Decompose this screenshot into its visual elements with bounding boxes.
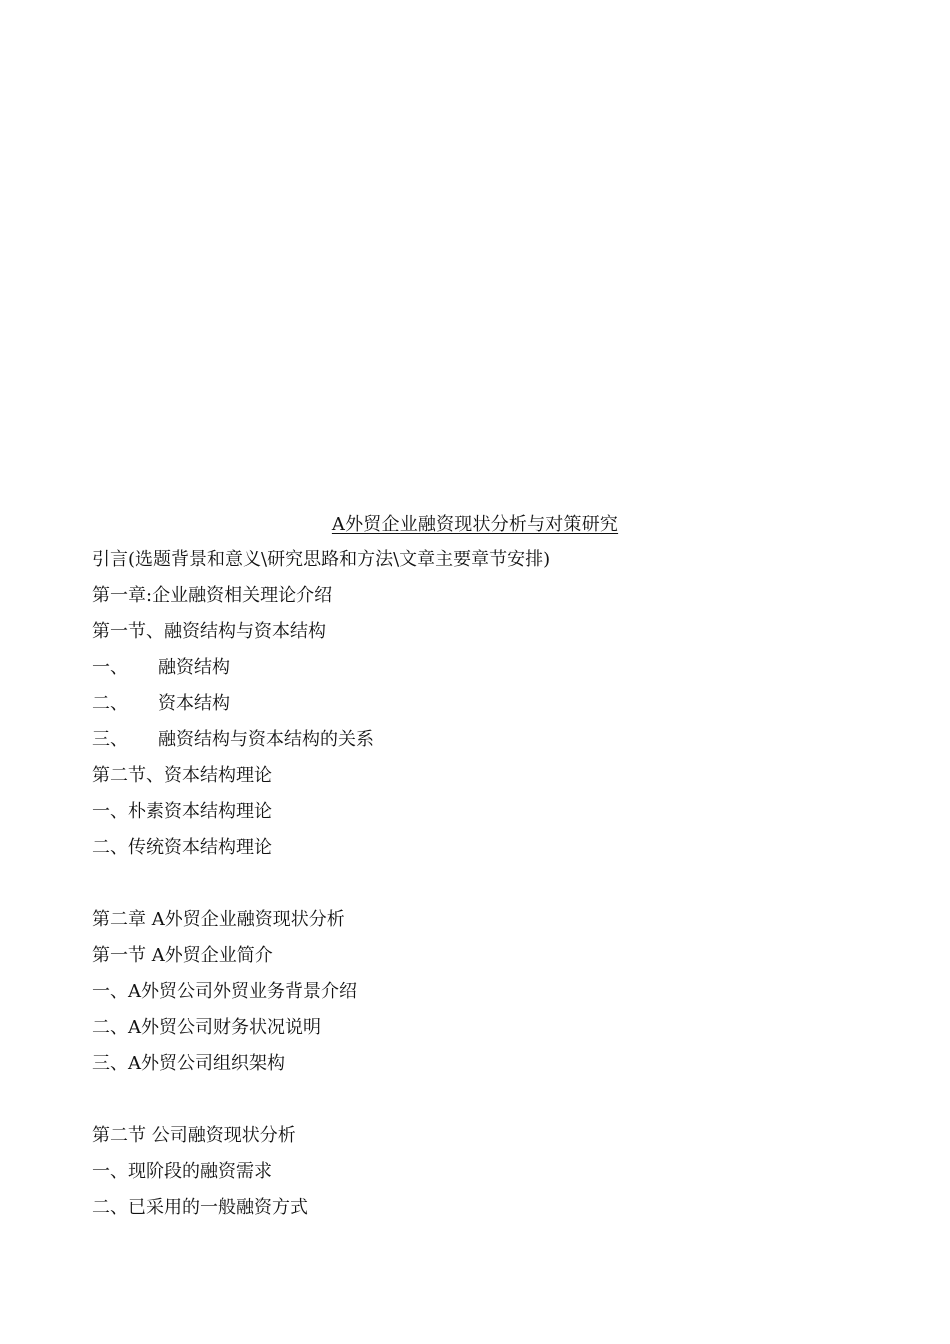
table-of-contents (92, 547, 892, 1231)
outline-item-2-1-3 (92, 1051, 892, 1087)
blank-line (92, 871, 892, 907)
outline-text: 第二节、资本结构理论 (92, 765, 272, 786)
outline-item-2-2-1 (92, 1159, 892, 1195)
outline-text: 第二节 公司融资现状分析 (92, 1125, 296, 1146)
outline-text: 一、朴素资本结构理论 (92, 801, 272, 822)
outline-item-1-2-2 (92, 835, 892, 871)
outline-text: 引言(选题背景和意义\研究思路和方法\文章主要章节安排) (92, 549, 551, 570)
document-title: A外贸企业融资现状分析与对策研究 (331, 514, 619, 535)
outline-text: 第一节 A外贸企业简介 (92, 945, 273, 966)
outline-text: 一、A外贸公司外贸业务背景介绍 (92, 981, 357, 1002)
outline-number: 二、 (92, 693, 128, 714)
outline-text: 融资结构与资本结构的关系 (158, 729, 374, 750)
outline-text: 第一章:企业融资相关理论介绍 (92, 585, 333, 606)
outline-item-1-1-1 (92, 655, 892, 691)
outline-item-2-1-1 (92, 979, 892, 1015)
outline-item-section-1-2 (92, 763, 892, 799)
outline-text: 二、传统资本结构理论 (92, 837, 272, 858)
outline-text: 二、A外贸公司财务状况说明 (92, 1017, 321, 1038)
blank-line (92, 1087, 892, 1123)
outline-item-intro (92, 547, 892, 583)
outline-item-section-2-2 (92, 1123, 892, 1159)
outline-item-1-2-1 (92, 799, 892, 835)
outline-item-section-1-1 (92, 619, 892, 655)
outline-number: 三、 (92, 729, 128, 750)
outline-text: 第二章 A外贸企业融资现状分析 (92, 909, 345, 930)
outline-item-1-1-3 (92, 727, 892, 763)
outline-item-2-2-2 (92, 1195, 892, 1231)
outline-text: 资本结构 (158, 693, 230, 714)
outline-item-2-1-2 (92, 1015, 892, 1051)
outline-item-1-1-2 (92, 691, 892, 727)
outline-item-chapter-1 (92, 583, 892, 619)
outline-item-section-2-1 (92, 943, 892, 979)
outline-text: 三、A外贸公司组织架构 (92, 1053, 285, 1074)
outline-item-chapter-2 (92, 907, 892, 943)
outline-text: 第一节、融资结构与资本结构 (92, 621, 326, 642)
outline-text: 二、已采用的一般融资方式 (92, 1197, 308, 1218)
outline-number: 一、 (92, 657, 128, 678)
outline-text: 一、现阶段的融资需求 (92, 1161, 272, 1182)
outline-text: 融资结构 (158, 657, 230, 678)
